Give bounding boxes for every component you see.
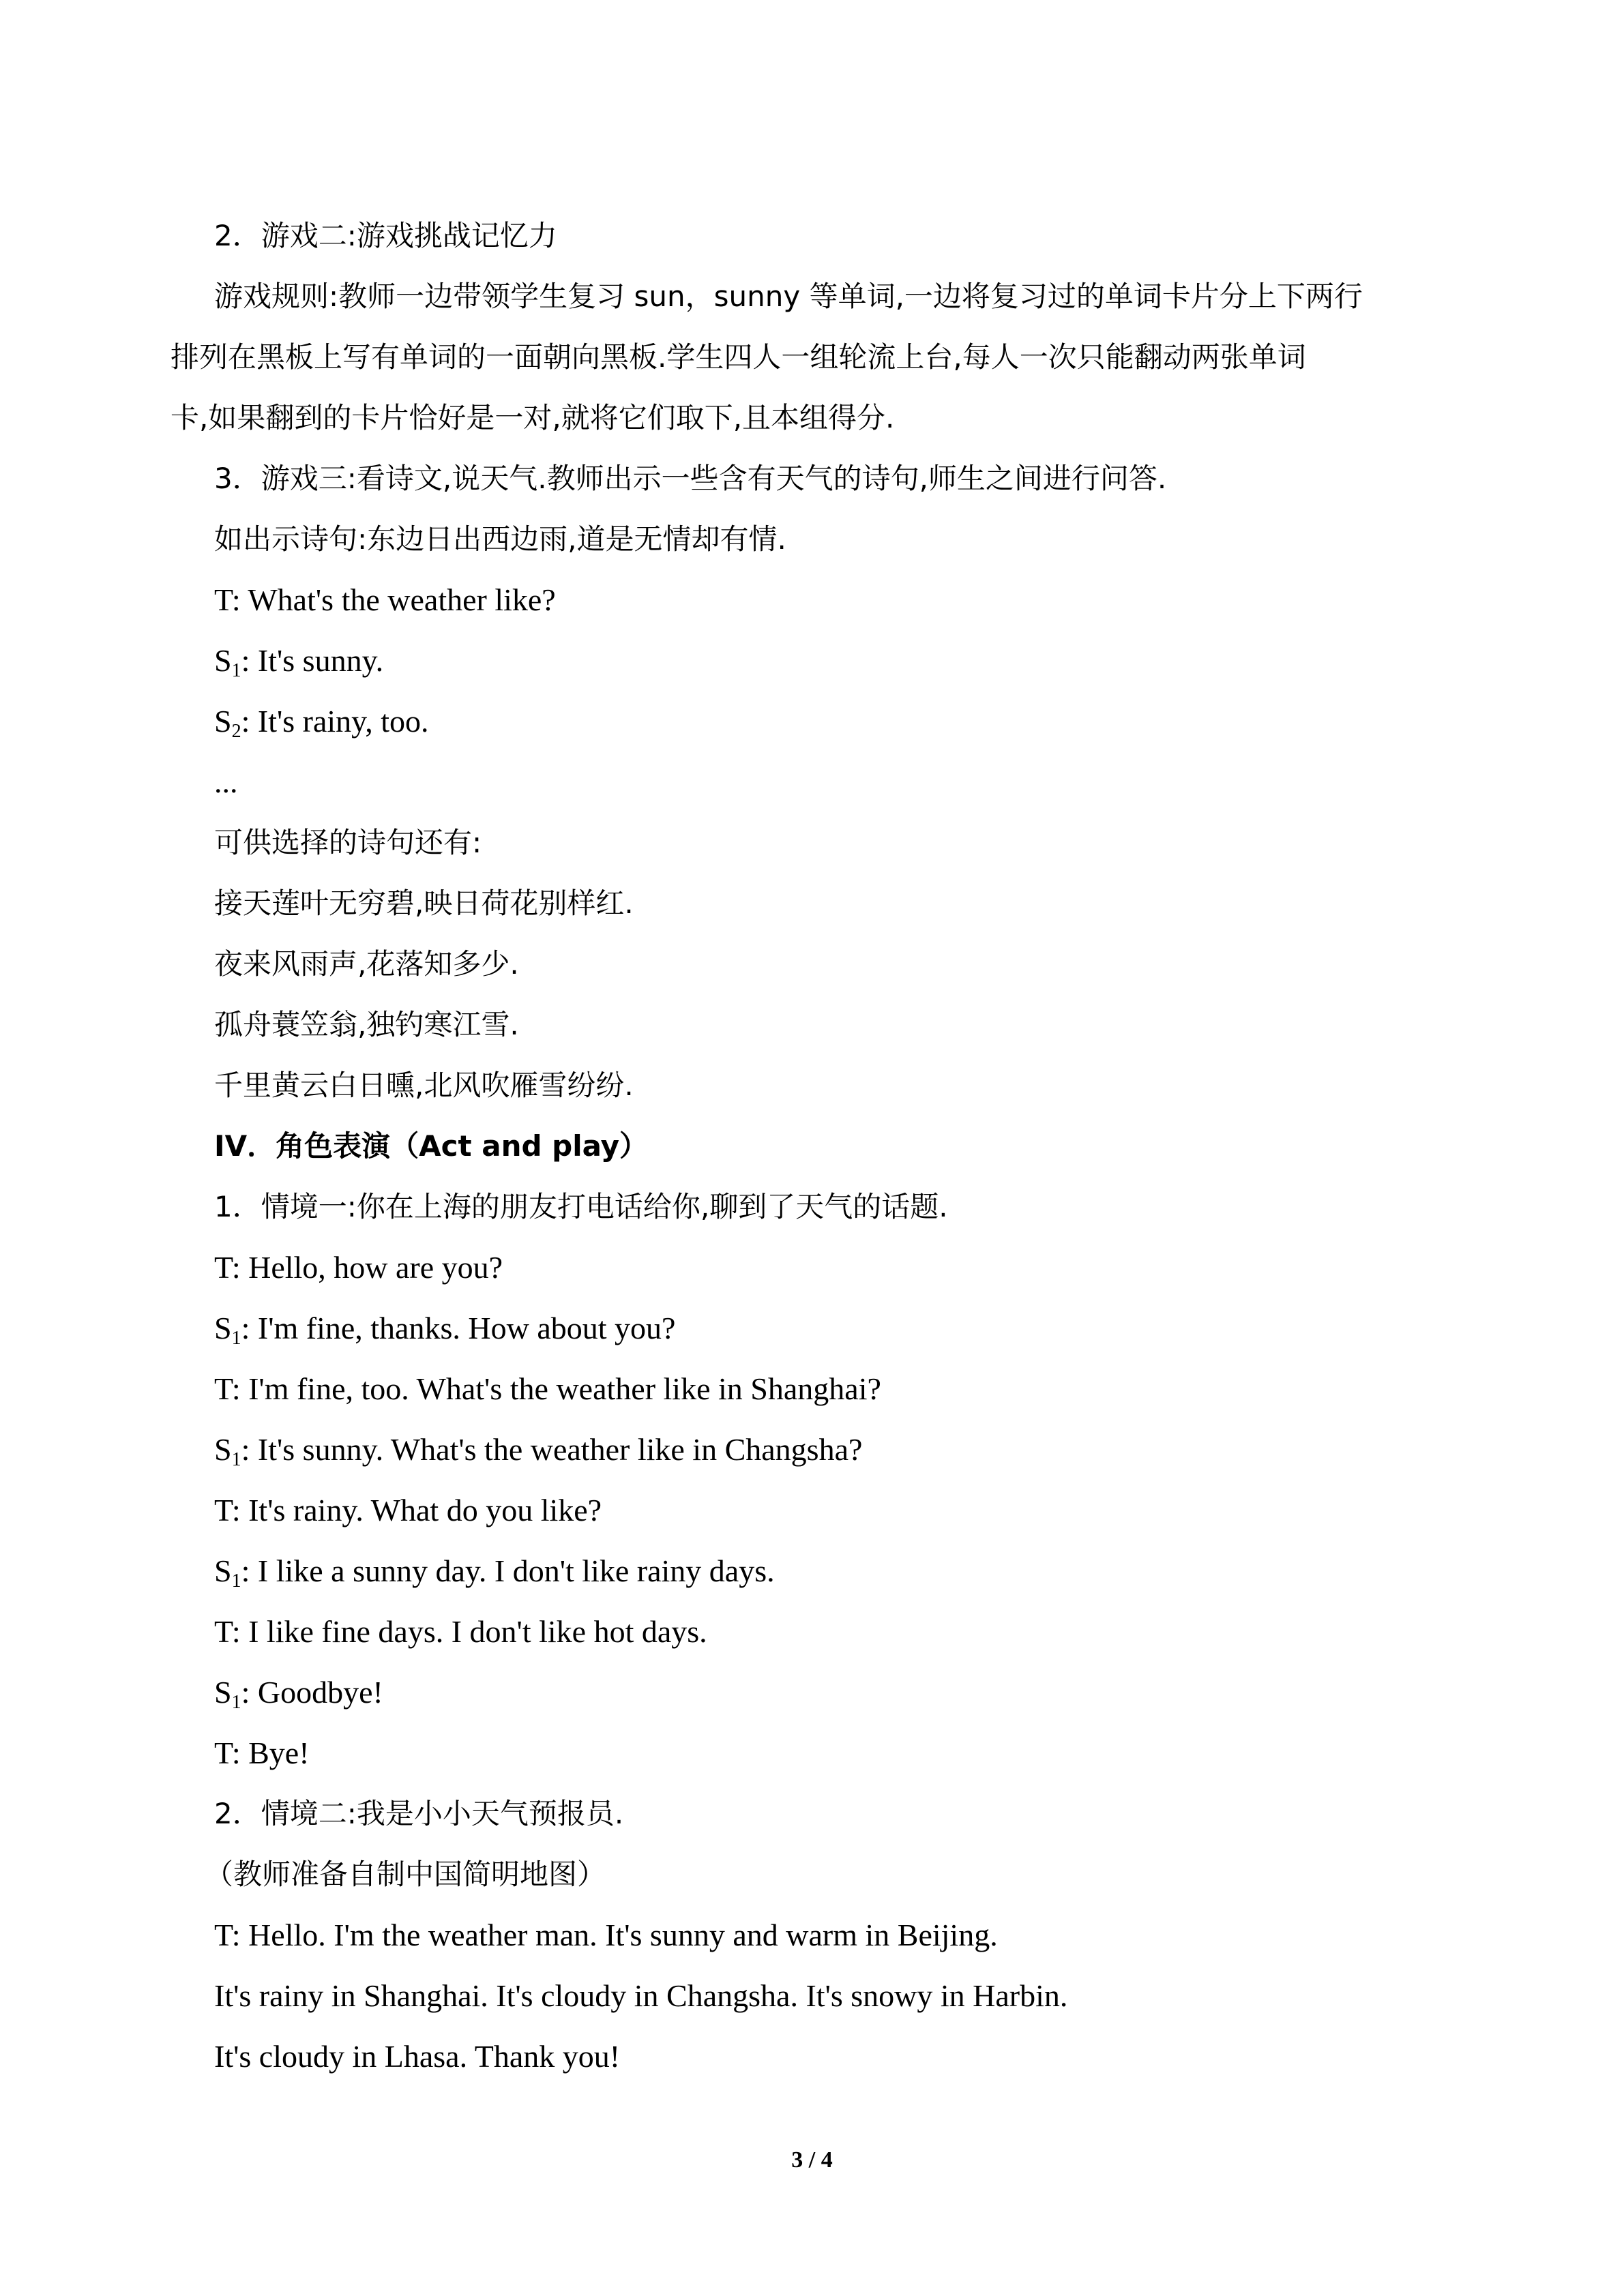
dialogue-line (214, 640, 1496, 681)
speaker-subscript: 2 (231, 721, 241, 742)
dialogue-line (214, 1733, 1496, 1774)
scene1-title: 1．情境一:你在上海的朋友打电话给你,聊到了天气的话题. (214, 1190, 948, 1223)
speaker-subscript: 1 (231, 660, 241, 681)
poem-line: 孤舟蓑笠翁,独钓寒江雪. (214, 1008, 519, 1041)
scene2-title: 2．情境二:我是小小天气预报员. (214, 1797, 624, 1830)
dialogue-line (214, 1247, 1496, 1288)
speaker-subscript: 1 (231, 1328, 241, 1349)
speaker-label: T (214, 582, 232, 617)
dialogue-line (214, 1490, 1496, 1531)
speaker-label: S (214, 1553, 232, 1588)
game2-title: 2．游戏二:游戏挑战记忆力 (214, 219, 557, 252)
dialogue-text: : What's the weather like? (231, 582, 556, 617)
dialogue-text: : I like fine days. I don't like hot days. (231, 1614, 707, 1649)
speaker-label: S (214, 1311, 232, 1345)
game3-example-intro: 如出示诗句:东边日出西边雨,道是无情却有情. (214, 522, 786, 556)
poem-line: 千里黄云白日曛,北风吹雁雪纷纷. (214, 1069, 634, 1102)
ellipsis: ... (214, 764, 238, 799)
speaker-label: S (214, 643, 232, 678)
dialogue-text: : Hello, how are you? (231, 1250, 503, 1285)
dialogue-text: : I'm fine, thanks. How about you? (241, 1311, 676, 1345)
game2-rules-line2: 排列在黑板上写有单词的一面朝向黑板.学生四人一组轮流上台,每人一次只能翻动两张单词 (171, 340, 1306, 374)
dialogue-line (214, 580, 1496, 621)
dialogue-text: : I'm fine, too. What's the weather like in Shanghai? (231, 1371, 881, 1406)
scene2-note: （教师准备自制中国简明地图） (205, 1858, 606, 1891)
game2-rules-line1: 游戏规则:教师一边带领学生复习 sun，sunny 等单词,一边将复习过的单词卡片分上下两行 (214, 280, 1363, 313)
speaker-subscript: 1 (231, 1692, 241, 1713)
speaker-label: S (214, 1432, 232, 1467)
dialogue-text: : Goodbye! (241, 1675, 383, 1710)
weather-report-line: T: Hello. I'm the weather man. It's sunny and warm in Beijing. (214, 1918, 998, 1952)
dialogue-text: : I like a sunny day. I don't like rainy days. (241, 1553, 775, 1588)
poem-line: 夜来风雨声,花落知多少. (214, 947, 519, 981)
speaker-subscript: 1 (231, 1449, 241, 1470)
dialogue-text: : Bye! (231, 1735, 310, 1770)
dialogue-text: : It's rainy. What do you like? (231, 1493, 602, 1527)
speaker-label: T (214, 1493, 232, 1527)
weather-report-line: It's rainy in Shanghai. It's cloudy in Changsha. It's snowy in Harbin. (214, 1978, 1068, 2013)
dialogue-text: : It's sunny. (241, 643, 384, 678)
dialogue-line (214, 1611, 1496, 1652)
dialogue-line (214, 1429, 1496, 1470)
game2-rules-line3: 卡,如果翻到的卡片恰好是一对,就将它们取下,且本组得分. (171, 401, 895, 434)
dialogue-line (214, 1551, 1496, 1592)
dialogue-line (214, 701, 1496, 742)
speaker-label: T (214, 1250, 232, 1285)
game3-title: 3．游戏三:看诗文,说天气.教师出示一些含有天气的诗句,师生之间进行问答. (214, 462, 1167, 495)
dialogue-text: : It's rainy, too. (241, 704, 429, 739)
poem-line: 接天莲叶无穷碧,映日荷花别样红. (214, 886, 634, 920)
poem-options-intro: 可供选择的诗句还有: (214, 826, 482, 859)
weather-report-line: It's cloudy in Lhasa. Thank you! (214, 2039, 621, 2074)
dialogue-line (214, 1308, 1496, 1349)
speaker-label: T (214, 1614, 232, 1649)
speaker-label: S (214, 1675, 232, 1710)
speaker-label: T (214, 1371, 232, 1406)
dialogue-line (214, 1369, 1496, 1410)
page-number: 3 / 4 (791, 2147, 833, 2173)
dialogue-line (214, 1672, 1496, 1713)
speaker-label: T (214, 1735, 232, 1770)
speaker-label: S (214, 704, 232, 739)
section-iv-heading: IV．角色表演（Act and play） (214, 1129, 649, 1163)
speaker-subscript: 1 (231, 1570, 241, 1592)
dialogue-text: : It's sunny. What's the weather like in Changsha? (241, 1432, 863, 1467)
